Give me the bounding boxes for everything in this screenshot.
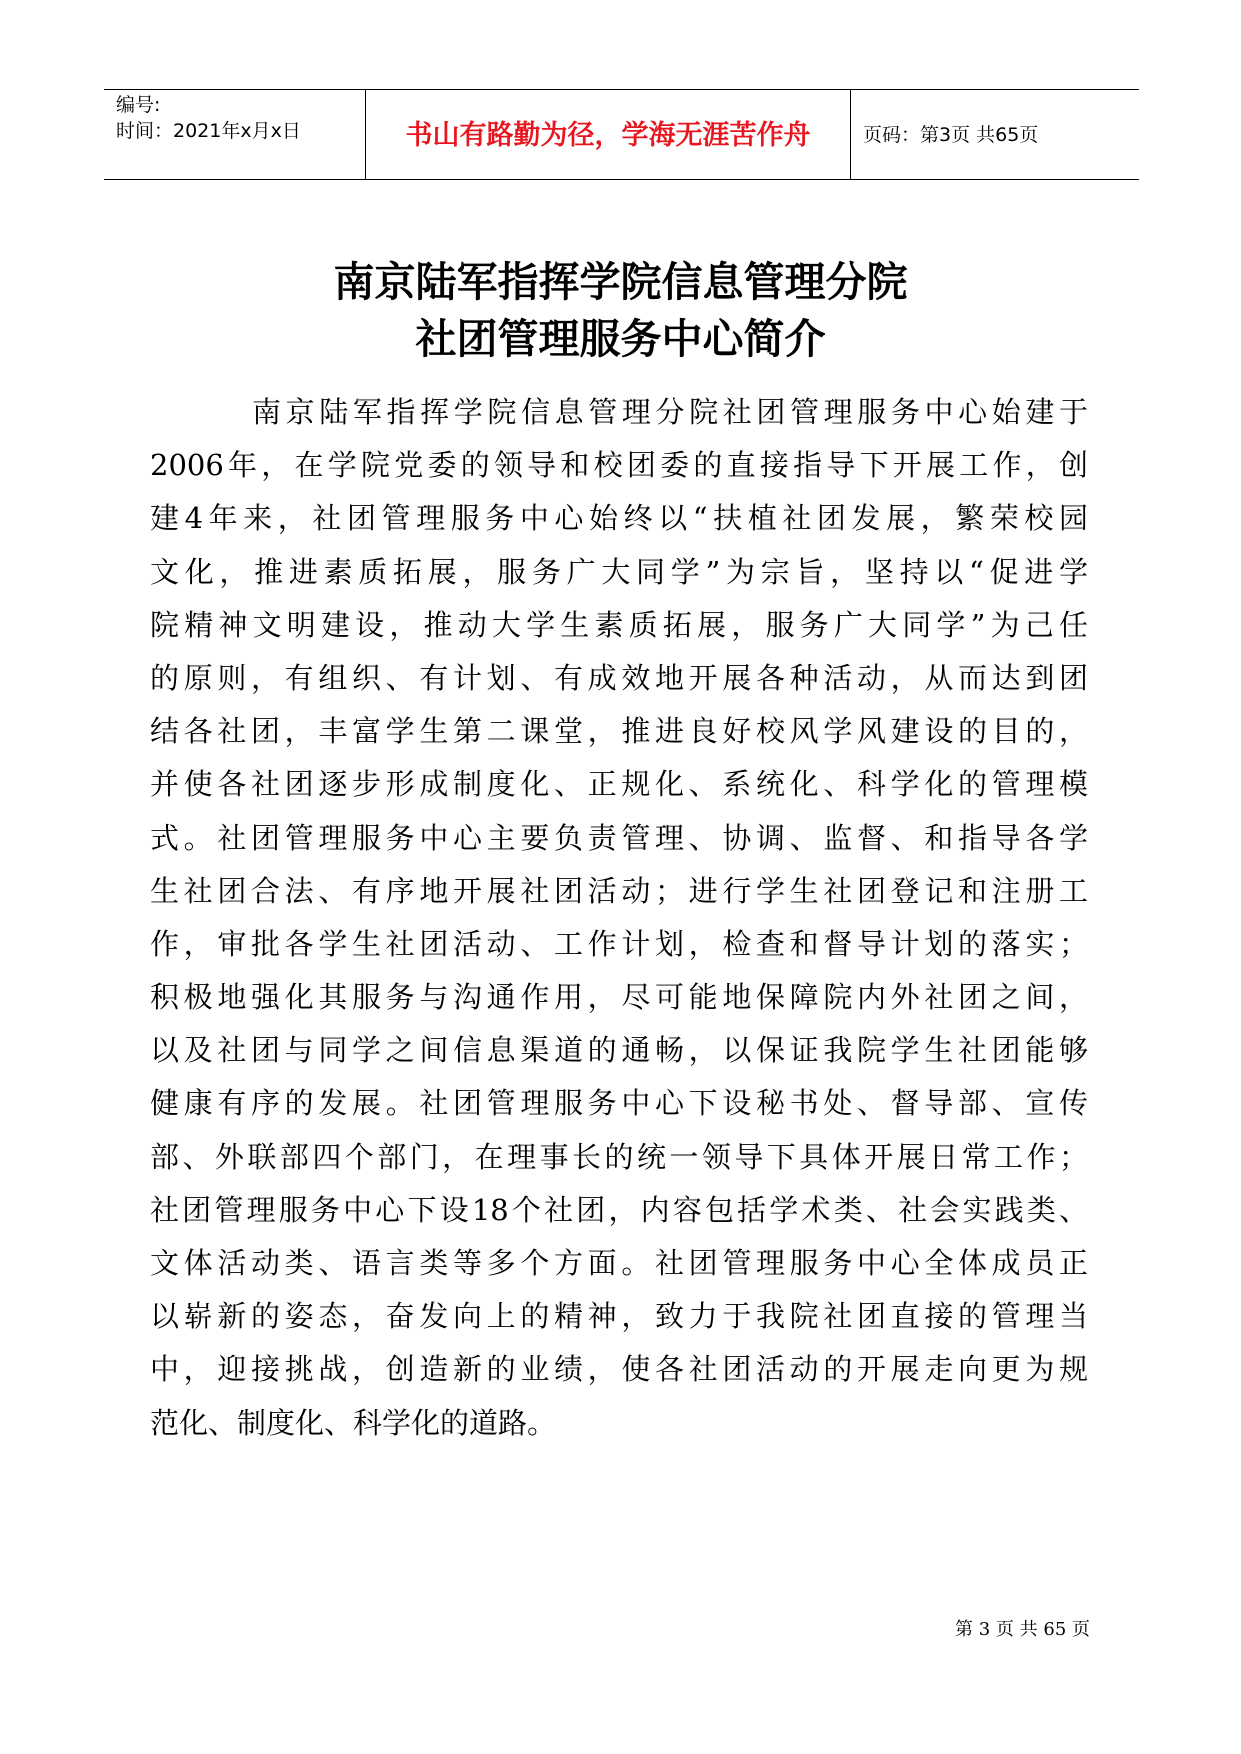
header-middle-cell [365,90,851,179]
body-line: 建4年来，社团管理服务中心始终以“扶植社团发展，繁荣校园 [150,501,1088,536]
document-number-label: 编号: [116,94,161,116]
document-title-line-1: 南京陆军指挥学院信息管理分院 [333,258,908,306]
header-left-cell [104,90,365,179]
document-header [104,89,1139,180]
body-line: 健康有序的发展。社团管理服务中心下设秘书处、督导部、宣传 [150,1086,1088,1121]
body-line: 中，迎接挑战，创造新的业绩，使各社团活动的开展走向更为规 [150,1352,1088,1387]
document-time-label: 时间：2021年x月x日 [116,120,301,142]
body-paragraph [150,386,1088,1450]
header-right-cell [851,90,1139,179]
body-line: 并使各社团逐步形成制度化、正规化、系统化、科学化的管理模 [150,767,1088,802]
body-line: 作，审批各学生社团活动、工作计划，检查和督导计划的落实； [150,926,1088,961]
body-line: 文化，推进素质拓展，服务广大同学”为宗旨，坚持以“促进学 [150,554,1088,589]
body-line: 以崭新的姿态，奋发向上的精神，致力于我院社团直接的管理当 [150,1299,1088,1334]
body-line: 院精神文明建设，推动大学生素质拓展，服务广大同学”为己任 [150,607,1088,642]
body-line: 2006年，在学院党委的领导和校团委的直接指导下开展工作，创 [150,448,1088,483]
body-line: 的原则，有组织、有计划、有成效地开展各种活动，从而达到团 [150,660,1088,695]
body-line: 积极地强化其服务与沟通作用，尽可能地保障院内外社团之间， [150,980,1088,1015]
body-line: 式。社团管理服务中心主要负责管理、协调、监督、和指导各学 [150,820,1088,855]
body-line: 南京陆军指挥学院信息管理分院社团管理服务中心始建于 [252,395,1088,429]
body-line: 范化、制度化、科学化的道路。 [150,1405,557,1440]
body-line: 以及社团与同学之间信息渠道的通畅，以保证我院学生社团能够 [150,1033,1088,1068]
document-title-line-2: 社团管理服务中心简介 [415,315,826,363]
body-line: 社团管理服务中心下设18个社团，内容包括学术类、社会实践类、 [150,1192,1088,1227]
header-page-code: 页码：第3页 共65页 [863,124,1039,146]
header-motto: 书山有路勤为径，学海无涯苦作舟 [405,120,811,151]
body-line: 生社团合法、有序地开展社团活动；进行学生社团登记和注册工 [150,873,1088,908]
body-line: 结各社团，丰富学生第二课堂，推进良好校风学风建设的目的， [150,714,1088,749]
body-line: 部、外联部四个部门，在理事长的统一领导下具体开展日常工作； [150,1139,1088,1174]
page-footer: 第 3 页 共 65 页 [955,1619,1090,1640]
body-line: 文体活动类、语言类等多个方面。社团管理服务中心全体成员正 [150,1246,1088,1280]
